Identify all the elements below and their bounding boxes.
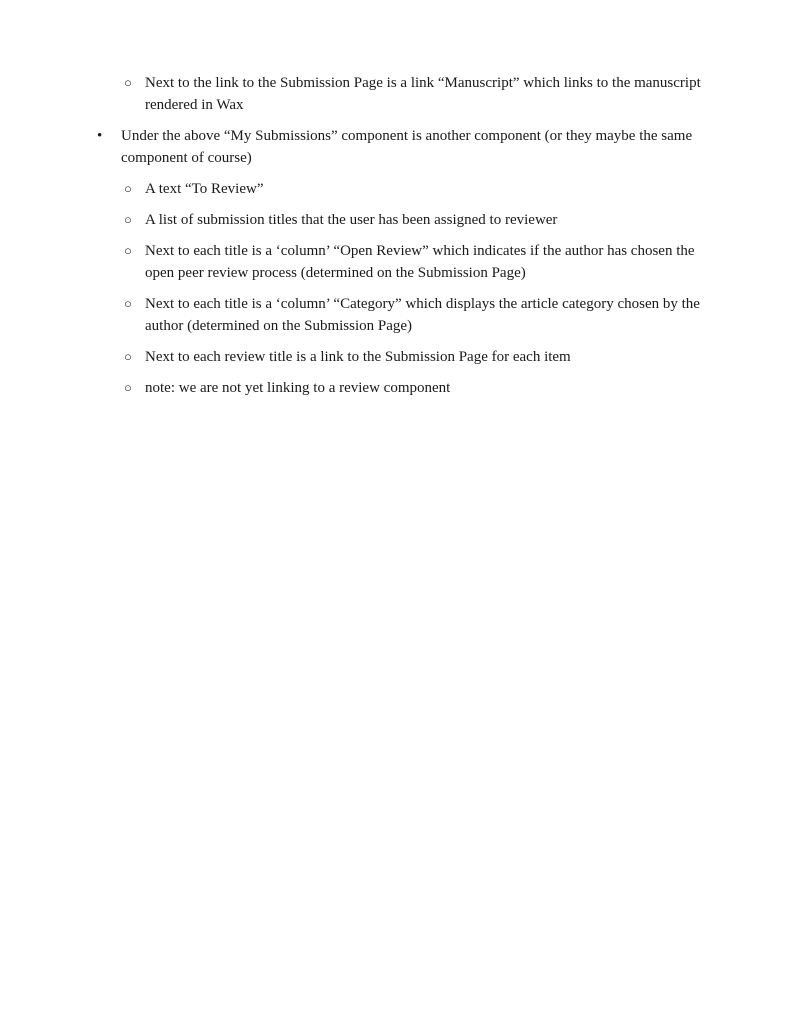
list-item-text: Next to each review title is a link to the Submission Page for each item bbox=[145, 349, 571, 365]
list-item-text: note: we are not yet linking to a review component bbox=[145, 380, 451, 396]
list-item bbox=[0, 178, 791, 200]
list-item-text: Next to each title is a ‘column’ “Category” which displays the article category chosen by the author (determined on the Submission Page) bbox=[145, 296, 700, 334]
list-item-text: Next to the link to the Submission Page is a link “Manuscript” which links to the manuscript rendered in Wax bbox=[145, 75, 701, 113]
list-item-text: A list of submission titles that the user has been assigned to reviewer bbox=[145, 212, 558, 228]
list-item-text: Next to each title is a ‘column’ “Open Review” which indicates if the author has chosen the open peer review process (determined on the Submission Page) bbox=[145, 243, 695, 281]
hollow-bullet-icon: ○ bbox=[124, 212, 132, 227]
list-item bbox=[0, 125, 791, 169]
list-item-text: A text “To Review” bbox=[145, 181, 264, 197]
solid-bullet-icon: • bbox=[97, 128, 103, 144]
hollow-bullet-icon: ○ bbox=[124, 75, 132, 90]
list-item bbox=[0, 377, 791, 399]
hollow-bullet-icon: ○ bbox=[124, 243, 132, 258]
hollow-bullet-icon: ○ bbox=[124, 181, 132, 196]
list-item bbox=[0, 293, 791, 337]
hollow-bullet-icon: ○ bbox=[124, 380, 132, 395]
hollow-bullet-icon: ○ bbox=[124, 296, 132, 311]
list-item bbox=[0, 346, 791, 368]
bullet-list bbox=[0, 72, 791, 408]
list-item-text: Under the above “My Submissions” component is another component (or they maybe the same component of course) bbox=[121, 128, 693, 166]
list-item bbox=[0, 209, 791, 231]
list-item bbox=[0, 72, 791, 116]
list-item bbox=[0, 240, 791, 284]
hollow-bullet-icon: ○ bbox=[124, 349, 132, 364]
